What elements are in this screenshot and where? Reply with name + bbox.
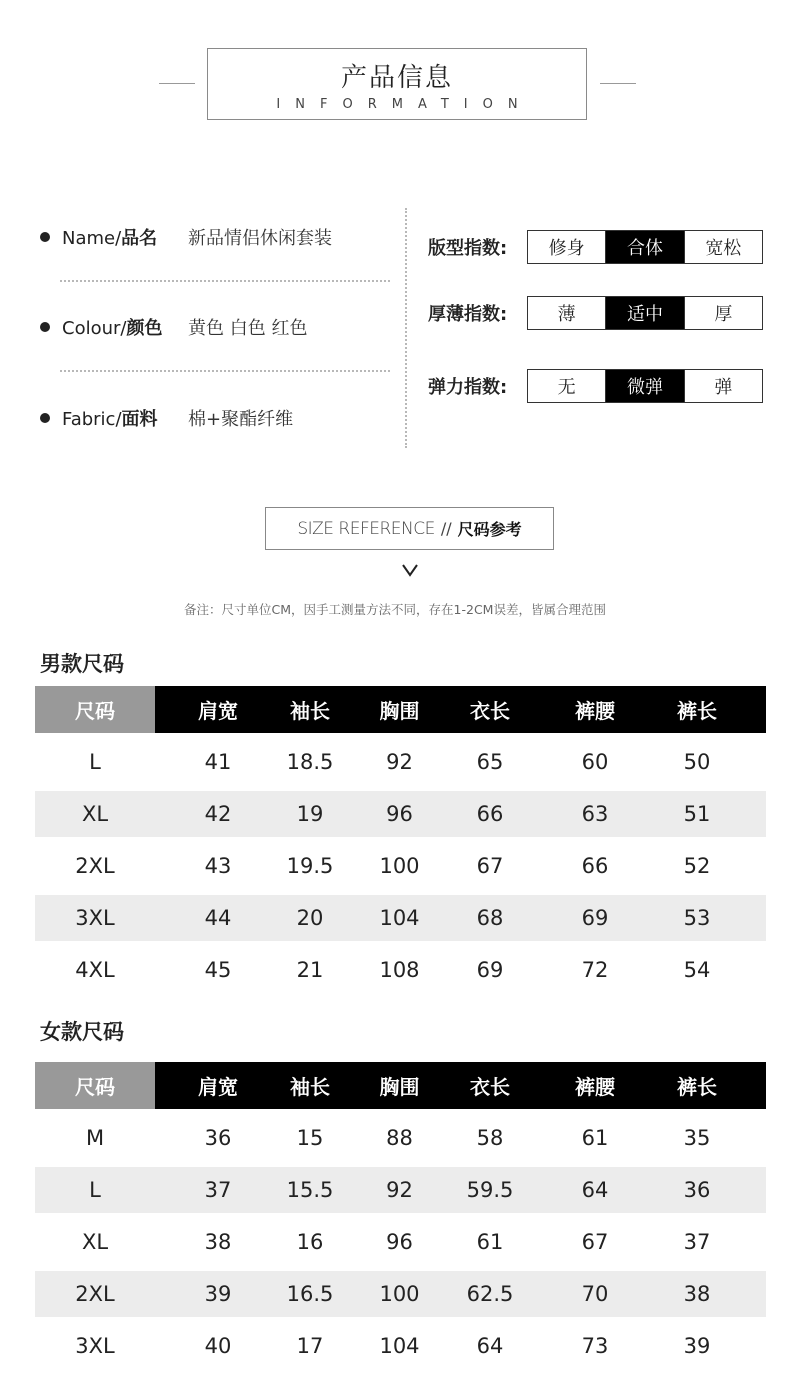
header-right-rule [600,83,636,84]
table-cell: 66 [476,802,504,826]
table-cell: 67 [581,1230,609,1254]
table-cell: 58 [476,1126,504,1150]
table-cell: 41 [204,750,232,774]
table-cell: 38 [204,1230,232,1254]
header-box [207,48,587,120]
table-cell: 20 [296,906,324,930]
table-cell: L [89,1178,101,1202]
table-cell: 69 [476,958,504,982]
table-cell: 67 [476,854,504,878]
table-cell: 72 [581,958,609,982]
table-cell: XL [81,1230,109,1254]
column-header: 尺码 [35,686,155,733]
header-left-rule [159,83,195,84]
info-value: 棉+聚酯纤维 [188,409,294,430]
table-cell: 38 [683,1282,711,1306]
elasticity-index-scale [527,369,763,403]
thickness-option-thick: 厚 [684,297,762,329]
table-cell: 36 [683,1178,711,1202]
table-row [35,739,766,785]
table-cell: 39 [204,1282,232,1306]
elasticity-option-slight: 微弹 [605,370,683,402]
elasticity-index-label: 弹力指数: [428,377,508,398]
table-cell: 104 [379,906,420,930]
table-cell: 3XL [75,906,115,930]
vertical-dotted-divider [405,208,407,448]
table-header-row [35,1062,766,1109]
thickness-option-thin: 薄 [557,304,576,325]
info-row-fabric [40,403,293,433]
table-row [35,1271,766,1317]
table-cell: 37 [204,1178,232,1202]
table-cell: 62.5 [466,1282,514,1306]
bullet-icon [40,413,50,423]
table-cell: 2XL [75,1282,115,1306]
column-header: 胸围 [379,1075,420,1099]
size-reference-heading [265,507,554,550]
chevron-down-icon [400,560,420,580]
size-reference-zh: 尺码参考 [457,520,522,539]
table-cell: 17 [296,1334,324,1358]
info-value: 黄色 白色 红色 [188,318,308,339]
table-cell: 39 [683,1334,711,1358]
measurement-note: 备注：尺寸单位CM，因手工测量方法不同，存在1-2CM误差，皆属合理范围 [184,602,606,617]
info-row-colour [40,312,307,342]
table-cell: 69 [581,906,609,930]
table-cell: 16.5 [286,1282,334,1306]
table-cell: 53 [683,906,711,930]
column-header: 胸围 [379,699,420,723]
dotted-divider [60,370,390,372]
mens-size-title: 男款尺码 [40,652,124,676]
bullet-icon [40,232,50,242]
table-cell: 73 [581,1334,609,1358]
info-value: 新品情侣休闲套装 [188,228,332,249]
fit-index-scale [527,230,763,264]
header-subtitle: INFORMATION [276,97,533,112]
fit-option-regular: 合体 [605,231,683,263]
table-cell: 92 [386,1178,413,1202]
table-cell: 2XL [75,854,115,878]
fit-option-slim: 修身 [548,238,585,259]
table-cell: 66 [581,854,609,878]
table-cell: 64 [581,1178,609,1202]
thickness-index-scale [527,296,763,330]
thickness-option-medium: 适中 [605,297,683,329]
table-row [35,791,766,837]
table-cell: 100 [379,1282,420,1306]
table-cell: 37 [683,1230,711,1254]
table-cell: 36 [204,1126,232,1150]
table-cell: 54 [683,958,711,982]
table-cell: 19.5 [286,854,334,878]
fit-index-label: 版型指数: [428,238,508,259]
table-cell: 51 [683,802,711,826]
table-cell: 50 [683,750,711,774]
table-cell: 35 [683,1126,711,1150]
info-row-name [40,222,332,252]
bullet-icon [40,322,50,332]
table-row [35,895,766,941]
table-cell: 42 [204,802,232,826]
table-cell: 63 [581,802,609,826]
table-cell: 18.5 [286,750,334,774]
table-cell: 16 [296,1230,324,1254]
column-header: 衣长 [470,1075,510,1099]
table-cell: M [85,1126,105,1150]
table-header-row [35,686,766,733]
table-cell: 21 [296,958,324,982]
table-cell: 88 [386,1126,413,1150]
thickness-index-label: 厚薄指数: [428,304,508,325]
table-cell: 108 [379,958,420,982]
table-cell: 4XL [75,958,115,982]
table-cell: 61 [476,1230,504,1254]
table-row [35,843,766,889]
table-cell: 60 [581,750,609,774]
table-cell: 70 [581,1282,609,1306]
table-cell: 43 [204,854,232,878]
table-cell: 100 [379,854,420,878]
size-reference-en: SIZE REFERENCE [297,518,435,539]
info-key: Name/品名 [62,228,158,249]
table-cell: 52 [683,854,711,878]
table-cell: 68 [476,906,504,930]
column-header: 袖长 [290,1075,330,1099]
column-header: 肩宽 [198,1075,238,1099]
table-cell: 96 [386,802,413,826]
column-header: 衣长 [470,699,510,723]
column-header: 裤腰 [575,1075,615,1099]
womens-size-table [35,1062,766,1369]
table-row [35,1115,766,1161]
table-cell: 96 [386,1230,413,1254]
table-row [35,947,766,993]
size-reference-separator: // [440,519,452,538]
header-title: 产品信息 [340,63,453,93]
table-cell: 19 [296,802,324,826]
table-cell: 40 [204,1334,232,1358]
table-row [35,1219,766,1265]
column-header: 袖长 [290,699,330,723]
table-cell: 92 [386,750,413,774]
column-header: 裤腰 [575,699,615,723]
elasticity-option-stretch: 弹 [684,370,762,402]
table-cell: 104 [379,1334,420,1358]
info-key: Colour/颜色 [62,318,163,339]
table-cell: L [89,750,101,774]
column-header: 裤长 [677,699,717,723]
table-cell: 44 [204,906,232,930]
fit-option-loose: 宽松 [684,231,762,263]
mens-size-table [35,686,766,993]
table-cell: 64 [476,1334,504,1358]
column-header: 尺码 [35,1062,155,1109]
table-row [35,1323,766,1369]
table-cell: XL [81,802,109,826]
table-cell: 15 [296,1126,324,1150]
table-cell: 3XL [75,1334,115,1358]
table-cell: 61 [581,1126,609,1150]
elasticity-option-none: 无 [557,377,576,398]
table-cell: 65 [476,750,504,774]
table-row [35,1167,766,1213]
table-cell: 45 [204,958,232,982]
womens-size-title: 女款尺码 [40,1020,124,1044]
table-cell: 59.5 [466,1178,514,1202]
column-header: 肩宽 [198,699,238,723]
column-header: 裤长 [677,1075,717,1099]
table-cell: 15.5 [286,1178,334,1202]
info-key: Fabric/面料 [62,409,158,430]
dotted-divider [60,280,390,282]
